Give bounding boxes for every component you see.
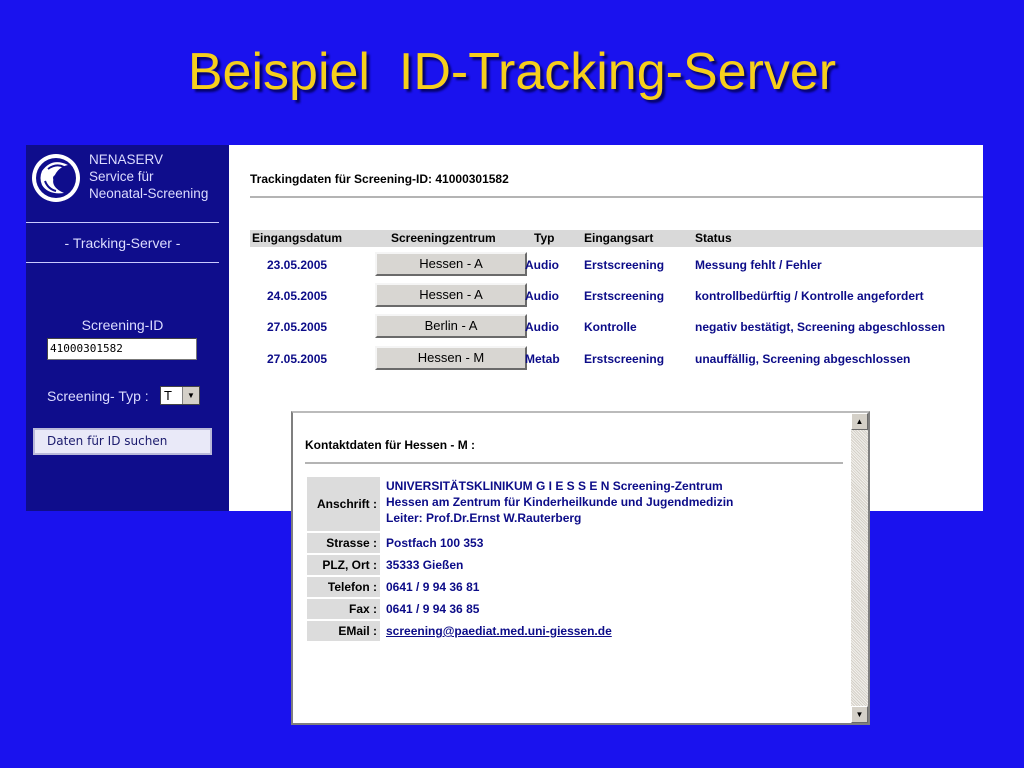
fax-label: Fax : [307, 599, 380, 619]
zentrum-button[interactable]: Berlin - A [375, 314, 527, 338]
chevron-down-icon[interactable]: ▼ [182, 387, 199, 404]
brand-line: NENASERV [89, 152, 164, 167]
brand-name [89, 151, 208, 202]
plz-label: PLZ, Ort : [307, 555, 380, 575]
screening-typ-select[interactable] [160, 386, 200, 405]
nenaserv-logo-icon [30, 149, 82, 207]
strasse-label: Strasse : [307, 533, 380, 553]
brand-line: Neonatal-Screening [89, 186, 209, 201]
art-cell: Erstscreening [584, 289, 665, 303]
divider [250, 196, 983, 198]
fax-value: 0641 / 9 94 36 85 [386, 602, 480, 616]
table-row [250, 313, 983, 339]
typ-cell: Metab [525, 352, 560, 366]
screening-typ-value: T [164, 388, 172, 403]
strasse-value: Postfach 100 353 [386, 536, 484, 550]
typ-cell: Audio [525, 320, 559, 334]
date-cell: 27.05.2005 [267, 320, 328, 334]
left-panel [26, 145, 229, 511]
art-cell: Kontrolle [584, 320, 637, 334]
column-header: Eingangsart [584, 231, 654, 245]
column-header: Eingangsdatum [252, 231, 343, 245]
contact-heading: Kontaktdaten für Hessen - M : [305, 438, 476, 452]
screening-typ-label: Screening- Typ : [47, 388, 149, 404]
scroll-down-icon[interactable]: ▼ [851, 706, 868, 723]
brand-line: Service für [89, 169, 154, 184]
table-row [250, 251, 983, 277]
date-cell: 27.05.2005 [267, 352, 328, 366]
date-cell: 23.05.2005 [267, 258, 328, 272]
typ-cell: Audio [525, 289, 559, 303]
table-header [250, 230, 983, 247]
anschrift-label: Anschrift : [307, 477, 380, 531]
table-row [250, 345, 983, 371]
table-row [250, 282, 983, 308]
divider [26, 262, 219, 263]
zentrum-button[interactable]: Hessen - A [375, 283, 527, 307]
email-link[interactable]: screening@paediat.med.uni-giessen.de [386, 624, 612, 638]
anschrift-line: UNIVERSITÄTSKLINIKUM G I E S S E N Screening-Zentrum [386, 479, 723, 493]
divider [305, 462, 843, 464]
screening-id-input[interactable]: 41000301582 [47, 338, 197, 360]
slide-title: Beispiel ID-Tracking-Server [187, 43, 837, 101]
anschrift-value [386, 478, 733, 526]
plz-value: 35333 Gießen [386, 558, 464, 572]
divider [26, 222, 219, 223]
status-cell: negativ bestätigt, Screening abgeschlossen [695, 320, 946, 334]
column-header: Status [695, 231, 732, 245]
contact-popup [291, 411, 870, 725]
anschrift-line: Leiter: Prof.Dr.Ernst W.Rauterberg [386, 511, 582, 525]
column-header: Screeningzentrum [391, 231, 496, 245]
tracking-server-label: - Tracking-Server - [64, 235, 181, 251]
tracking-heading: Trackingdaten für Screening-ID: 41000301582 [250, 172, 509, 186]
status-cell: kontrollbedürftig / Kontrolle angefordert [695, 289, 924, 303]
search-id-button[interactable]: Daten für ID suchen [33, 428, 212, 455]
zentrum-button[interactable]: Hessen - M [375, 346, 527, 370]
vertical-scrollbar[interactable] [851, 413, 868, 723]
art-cell: Erstscreening [584, 352, 665, 366]
status-cell: unauffällig, Screening abgeschlossen [695, 352, 911, 366]
screening-id-label: Screening-ID [81, 317, 164, 333]
art-cell: Erstscreening [584, 258, 665, 272]
date-cell: 24.05.2005 [267, 289, 328, 303]
scroll-up-icon[interactable]: ▲ [851, 413, 868, 430]
column-header: Typ [534, 231, 555, 245]
telefon-label: Telefon : [307, 577, 380, 597]
email-label: EMail : [307, 621, 380, 641]
telefon-value: 0641 / 9 94 36 81 [386, 580, 480, 594]
anschrift-line: Hessen am Zentrum für Kinderheilkunde und Jugendmedizin [386, 495, 734, 509]
zentrum-button[interactable]: Hessen - A [375, 252, 527, 276]
typ-cell: Audio [525, 258, 559, 272]
status-cell: Messung fehlt / Fehler [695, 258, 822, 272]
